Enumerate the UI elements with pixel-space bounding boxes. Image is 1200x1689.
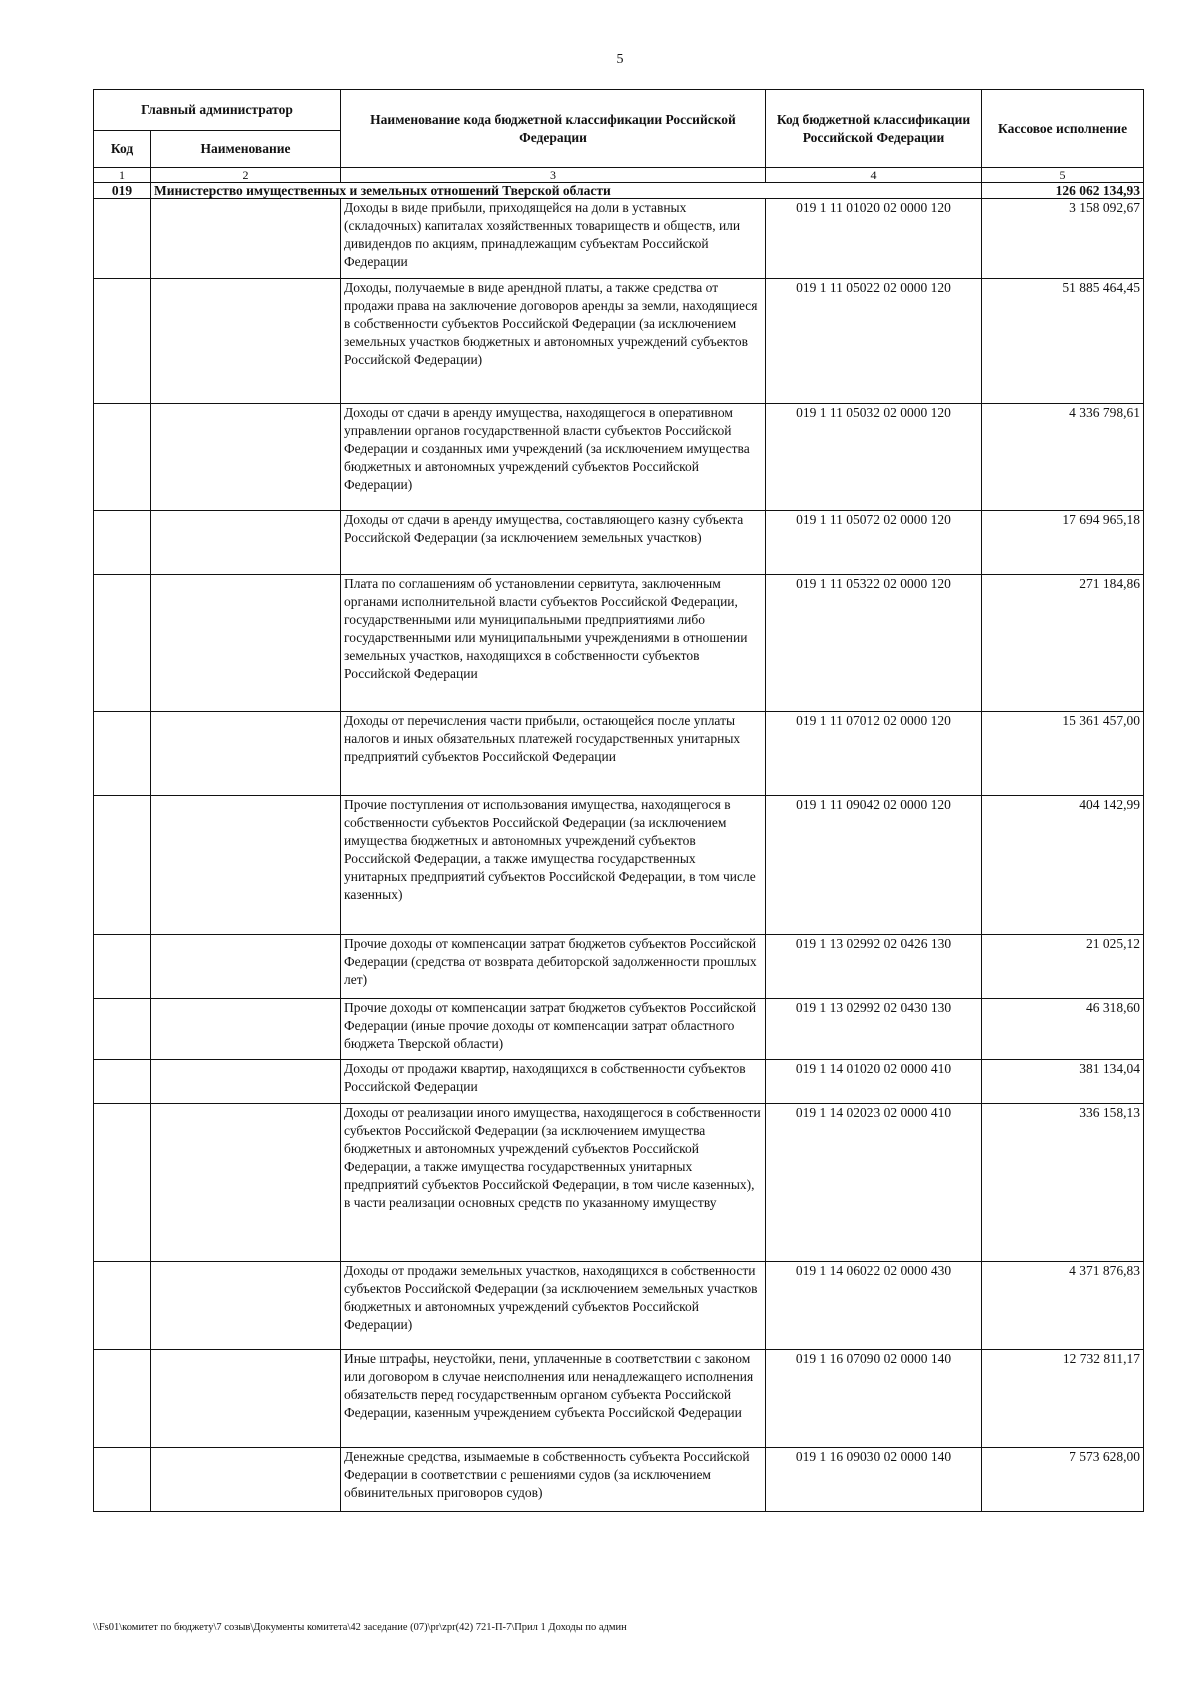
row-budget-code: 019 1 11 05072 02 0000 120 [766, 511, 982, 575]
row-amount: 7 573 628,00 [982, 1448, 1144, 1512]
row-description: Прочие доходы от компенсации затрат бюджетов субъектов Российской Федерации (иные прочие доходы от компенсации затрат областного бюджета Тверской области) [341, 999, 766, 1060]
ministry-code: 019 [94, 183, 151, 199]
row-description: Прочие доходы от компенсации затрат бюджетов субъектов Российской Федерации (средства от возврата дебиторской задолженности прошлых лет) [341, 935, 766, 999]
row-description: Доходы от сдачи в аренду имущества, составляющего казну субъекта Российской Федерации (за исключением земельных участков) [341, 511, 766, 575]
table-row [94, 1104, 1144, 1262]
row-amount: 404 142,99 [982, 796, 1144, 935]
row-budget-code: 019 1 13 02992 02 0430 130 [766, 999, 982, 1060]
row-budget-code: 019 1 13 02992 02 0426 130 [766, 935, 982, 999]
table-row [94, 1350, 1144, 1448]
table-row [94, 1262, 1144, 1350]
header-classification-code: Код бюджетной классификации Российской Федерации [766, 90, 982, 168]
table-row [94, 1448, 1144, 1512]
table-row [94, 1060, 1144, 1104]
footer-file-path: \\Fs01\комитет по бюджету\7 созыв\Документы комитета\42 заседание (07)\pr\zpr(42) 721-П-7\Прил 1 Доходы по админ [93, 1622, 627, 1633]
row-amount: 381 134,04 [982, 1060, 1144, 1104]
row-description: Доходы от продажи земельных участков, находящихся в собственности субъектов Российской Федерации (за исключением земельных участков бюджетных и автономных учреждений субъектов Российской Федерации) [341, 1262, 766, 1350]
row-amount: 17 694 965,18 [982, 511, 1144, 575]
row-amount: 3 158 092,67 [982, 199, 1144, 279]
ministry-name: Министерство имущественных и земельных отношений Тверской области [151, 183, 982, 199]
row-budget-code: 019 1 16 09030 02 0000 140 [766, 1448, 982, 1512]
row-budget-code: 019 1 11 05022 02 0000 120 [766, 279, 982, 404]
table-row [94, 279, 1144, 404]
row-amount: 15 361 457,00 [982, 712, 1144, 796]
table-row [94, 999, 1144, 1060]
row-amount: 46 318,60 [982, 999, 1144, 1060]
row-amount: 4 371 876,83 [982, 1262, 1144, 1350]
row-amount: 4 336 798,61 [982, 404, 1144, 511]
row-description: Доходы от реализации иного имущества, находящегося в собственности субъектов Российской Федерации (за исключением имущества бюджетных и автономных учреждений субъектов Российской Федерации, а также имущества государственных унитарных предприятий субъектов Российской Федерации, в том числе казенных), в части реализации основных средств по указанному имуществу [341, 1104, 766, 1262]
row-amount: 271 184,86 [982, 575, 1144, 712]
table-row [94, 404, 1144, 511]
row-description: Прочие поступления от использования имущества, находящегося в собственности субъектов Российской Федерации (за исключением имущества бюджетных и автономных учреждений субъектов Российской Федерации, а также имущества государственных унитарных предприятий субъектов Российской Федерации, в том числе казенных) [341, 796, 766, 935]
column-number: 2 [151, 168, 341, 183]
table-row [94, 199, 1144, 279]
column-number: 5 [982, 168, 1144, 183]
row-budget-code: 019 1 11 05032 02 0000 120 [766, 404, 982, 511]
header-admin-code: Код [94, 131, 151, 168]
header-admin-group: Главный администратор [94, 90, 341, 131]
table-row [94, 935, 1144, 999]
row-budget-code: 019 1 11 05322 02 0000 120 [766, 575, 982, 712]
table-row [94, 511, 1144, 575]
row-amount: 336 158,13 [982, 1104, 1144, 1262]
row-amount: 21 025,12 [982, 935, 1144, 999]
row-amount: 12 732 811,17 [982, 1350, 1144, 1448]
row-budget-code: 019 1 16 07090 02 0000 140 [766, 1350, 982, 1448]
column-number-row [94, 168, 1144, 183]
header-admin-name: Наименование [151, 131, 341, 168]
row-budget-code: 019 1 11 09042 02 0000 120 [766, 796, 982, 935]
row-description: Плата по соглашениям об установлении сервитута, заключенным органами исполнительной власти субъектов Российской Федерации, государственными или муниципальными предприятиями либо государственными или муниципальными учреждениями в отношении земельных участков, находящихся в собственности субъектов Российской Федерации [341, 575, 766, 712]
table-row [94, 575, 1144, 712]
table-row [94, 796, 1144, 935]
row-amount: 51 885 464,45 [982, 279, 1144, 404]
row-budget-code: 019 1 14 06022 02 0000 430 [766, 1262, 982, 1350]
row-description: Иные штрафы, неустойки, пени, уплаченные в соответствии с законом или договором в случае неисполнения или ненадлежащего исполнения обязательств перед государственным органом субъекта Российской Федерации, казенным учреждением субъекта Российской Федерации [341, 1350, 766, 1448]
row-description: Денежные средства, изымаемые в собственность субъекта Российской Федерации в соответствии с решениями судов (за исключением обвинительных приговоров судов) [341, 1448, 766, 1512]
row-description: Доходы от перечисления части прибыли, остающейся после уплаты налогов и иных обязательных платежей государственных унитарных предприятий субъектов Российской Федерации [341, 712, 766, 796]
column-number: 4 [766, 168, 982, 183]
row-description: Доходы, получаемые в виде арендной платы, а также средства от продажи права на заключение договоров аренды за земли, находящиеся в собственности субъектов Российской Федерации (за исключением земельных участков бюджетных и автономных учреждений субъектов Российской Федерации) [341, 279, 766, 404]
row-budget-code: 019 1 14 01020 02 0000 410 [766, 1060, 982, 1104]
header-classification-name: Наименование кода бюджетной классификации Российской Федерации [341, 90, 766, 168]
row-budget-code: 019 1 11 07012 02 0000 120 [766, 712, 982, 796]
header-execution: Кассовое исполнение [982, 90, 1144, 168]
row-description: Доходы от сдачи в аренду имущества, находящегося в оперативном управлении органов государственной власти субъектов Российской Федерации и созданных ими учреждений (за исключением имущества бюджетных и автономных учреждений субъектов Российской Федерации) [341, 404, 766, 511]
page-number: 5 [616, 52, 624, 67]
ministry-row [94, 183, 1144, 199]
row-description: Доходы в виде прибыли, приходящейся на доли в уставных (складочных) капиталах хозяйственных товариществ и обществ, или дивидендов по акциям, принадлежащим субъектам Российской Федерации [341, 199, 766, 279]
column-number: 3 [341, 168, 766, 183]
row-budget-code: 019 1 11 01020 02 0000 120 [766, 199, 982, 279]
table-row [94, 712, 1144, 796]
row-description: Доходы от продажи квартир, находящихся в собственности субъектов Российской Федерации [341, 1060, 766, 1104]
ministry-total: 126 062 134,93 [982, 183, 1144, 199]
row-budget-code: 019 1 14 02023 02 0000 410 [766, 1104, 982, 1262]
column-number: 1 [94, 168, 151, 183]
revenue-table [93, 89, 1144, 1512]
